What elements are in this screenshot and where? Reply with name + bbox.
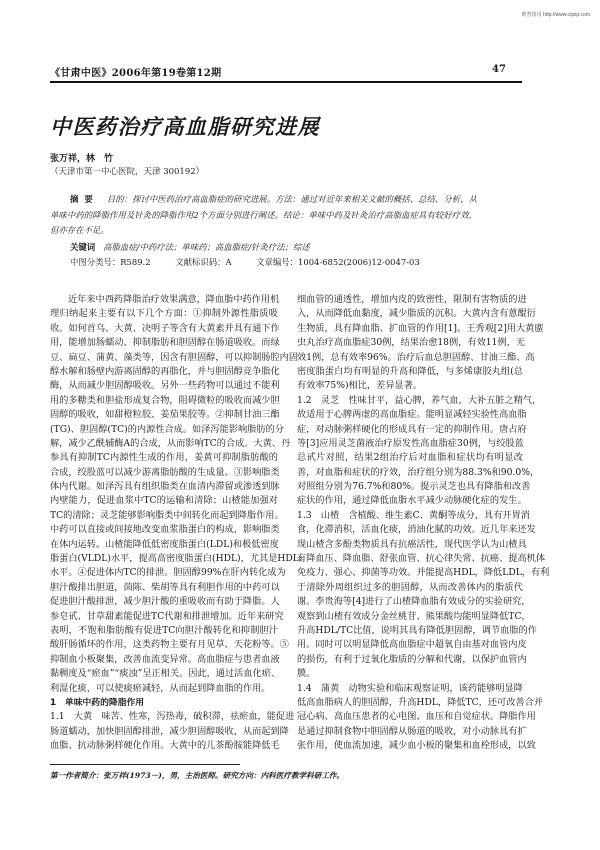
text-line: 1.2 灵芝 性味甘平，益心脾，养气血，大补五脏之精气， bbox=[297, 394, 542, 406]
text-line: 体内代谢。如泽泻具有组织脂类在血清内滞留或渗透到脉 bbox=[50, 481, 280, 493]
text-line: 效1例，总有效率96%。治疗后血总胆固醇、甘油三酯、高 bbox=[297, 351, 535, 363]
text-line: 利湿化痰，可以使痰瘀减轻，从而起到降血脂的作用。 bbox=[50, 682, 271, 694]
text-line: 细血管的通透性，增加内皮的致密性，限制有害物质的进 bbox=[297, 294, 527, 305]
text-line: 豆、扁豆、蒲黄、藻类等，因含有胆固醇，可以抑制肠腔内固 bbox=[50, 351, 299, 363]
text-line: 肠道蠕动，加快胆固醇排泄，减少胆固醇吸收，从而起到降 bbox=[50, 725, 289, 737]
text-line: 低高血脂病人的胆固醇，升高HDL，降低TC，还可改善合并 bbox=[297, 696, 543, 708]
text-line: 现山楂含多酚类物质具有抗癌活性，现代医学认为山楂具 bbox=[297, 538, 527, 550]
text-line: 1.1 大黄 味苦、性寒，泻热毒，破积滞，祛瘀血，能促进 bbox=[50, 711, 295, 723]
section-heading: 1 单味中药的降脂作用 bbox=[50, 697, 145, 708]
text-line: 症，对动脉粥样硬化的形成具有一定的抑制作用。唐占府 bbox=[297, 423, 527, 435]
text-line: 入，从而降低血黏度，减少脂质的沉积。大黄内含有蒽醌衍 bbox=[297, 308, 536, 320]
watermark: 维普资讯 http://www.cqvip.com bbox=[521, 12, 590, 18]
text-line: 故适用于心脾两虚的高血脂症。能明显减轻实验性高血脂 bbox=[297, 409, 527, 421]
text-line: 水平。④促进体内TC的排泄。胆固醇99%在肝内转化成为 bbox=[50, 567, 286, 579]
text-line: 参皂甙、甘草甜素能促进TC代谢和排泄增加。近年来研究 bbox=[50, 610, 284, 622]
text-line: 等[3]应用灵芝菌液治疗原发性高血脂症30例，与绞股蓝 bbox=[297, 437, 524, 449]
text-line: 酶，从而减少胆固醇吸收。另外一些药物可以通过不能利 bbox=[50, 380, 280, 392]
text-line: 症状的作用，通过降低血脂水平减少动脉硬化症的发生。 bbox=[297, 495, 527, 507]
page-number: 47 bbox=[492, 64, 506, 75]
text-line: 抑制血小板聚集，改善血流变异常。高血脂症与患者血液 bbox=[50, 653, 280, 665]
abstract-text: 目的：探讨中医药治疗高血脂症的研究进展。方法：通过对近年来相关文献的概括、总结、分析，从单味中药的降脂作用及针灸的降脂作用2个方面分别进行阐述。结论：单味中药及针灸治疗高脂血症具有较好疗效，但亦存在不足。 bbox=[50, 194, 477, 235]
text-line: 膜。 bbox=[297, 668, 316, 680]
running-header: 《甘肃中医》2006年第19卷第12期 bbox=[50, 68, 222, 79]
text-line: 观察到山楂有效成分金丝桃苷、熊果酸均能明显降低TC， bbox=[297, 610, 531, 622]
text-line: 有效率75%)相比，差异显著。 bbox=[297, 380, 423, 392]
article-number: 文章编号：1004-6852(2006)12-0047-03 bbox=[256, 257, 420, 267]
keywords-text: 高脂血症/中药疗法；单味药；高血脂症/针灸疗法；综述 bbox=[103, 242, 310, 252]
text-line: 中药可以直接或间接地改变血浆脂蛋白的构成，影响脂类 bbox=[50, 524, 280, 536]
text-line: 免疫力、强心、抑菌等功效。并能提高HDL，降低LDL，有利 bbox=[297, 567, 550, 579]
affiliation: （天津市第一中心医院，天津 300192） bbox=[50, 167, 205, 177]
text-line: 虫丸治疗高血脂症30例，结果治愈18例，有效11例，无 bbox=[297, 337, 526, 349]
header-rule bbox=[50, 81, 522, 83]
document-code: 文献标识码：A bbox=[175, 257, 232, 267]
text-line: 于清除外周组织过多的胆固醇，从而改善体内的脂质代 bbox=[297, 581, 523, 593]
text-line: 近年来中西药降脂治疗效果满意，降血脂中药作用机 bbox=[68, 294, 280, 305]
text-line: 总甙片对照，结果2组治疗后对血脂和症状均有明显改 bbox=[297, 452, 523, 464]
text-line: 用，能增加肠蠕动、抑制脂肪和胆固醇在肠道吸收。而绿 bbox=[50, 337, 280, 349]
text-line: 冠心病、高血压患者的心电图、血压和自觉症状。降脂作用 bbox=[297, 711, 536, 723]
text-line: 食，化滞消积，活血化痰，消油化腻的功效。近几年来还发 bbox=[297, 524, 536, 536]
body-right-column bbox=[297, 293, 550, 754]
text-line: 的损伤，有利于过氧化脂质的分解和代谢，以保护血管内 bbox=[297, 653, 527, 665]
text-line: 理归纳起来主要有以下几个方面：①抑制外源性脂质吸 bbox=[50, 308, 278, 320]
article-title: 中医药治疗高血脂研究进展 bbox=[50, 114, 320, 139]
text-line: 胆汁酸排出胆道，茵陈、柴胡等具有利胆作用的中药可以 bbox=[50, 581, 280, 593]
authors: 张万祥，林 竹 bbox=[50, 154, 114, 164]
text-line: 是通过抑制食物中胆固醇从肠道的吸收，对小动脉具有扩 bbox=[297, 725, 527, 737]
abstract bbox=[50, 192, 477, 239]
body-left-column bbox=[50, 293, 303, 754]
text-line: 合成，绞股蓝可以减少游离脂肪酸的生成量。③影响脂类 bbox=[50, 466, 280, 478]
text-line: 醇水解和肠壁内游离固醇的再脂化，并与胆固醇竞争脂化 bbox=[50, 365, 280, 377]
text-line: 表明，不饱和脂肪酸有促进TC向胆汁酸转化和抑制胆汁 bbox=[50, 624, 278, 636]
text-line: 有降血压、降血脂、舒张血管、抗心律失常、抗癌、提高机体 bbox=[297, 553, 546, 565]
text-line: (TG)、胆固醇(TC)的内源性合成。如泽泻能影响脂肪的分 bbox=[50, 423, 284, 435]
text-line: 促进胆汁酸排泄，减少胆汁酸的重吸收而有助于降脂。人 bbox=[50, 596, 280, 608]
text-line: 谢。李贵海等[4]进行了山楂降血脂有效成分的实验研究， bbox=[297, 596, 531, 608]
text-line: 黏稠度及“瘀血”“痰浊”呈正相关。因此，通过活血化瘀、 bbox=[50, 668, 281, 680]
text-line: 酸肝肠循环的作用，这类药物主要有月见草、天花粉等。⑤ bbox=[50, 639, 289, 651]
text-line: 脂蛋白(VLDL)水平，提高高密度脂蛋白(HDL)，尤其是HDL₂ bbox=[50, 553, 303, 565]
keywords-label: 关键词 bbox=[70, 242, 96, 252]
text-line: 内壁能力，促进血浆中TC的运输和清除；山楂能加强对 bbox=[50, 495, 278, 507]
text-line: 善，对血脂和症状的疗效，治疗组分别为88.3%和90.0%， bbox=[297, 466, 540, 478]
author-footnote: 第一作者简介：张万祥(1973－)，男，主治医师。研究方向：内科医疗教学科研工作。 bbox=[50, 771, 345, 780]
text-line: TC的清除；灵芝能够影响脂类中间转化而起到降脂作用。 bbox=[50, 509, 284, 521]
text-line: 生物质，具有降血脂、扩血管的作用[1]。王秀观[2]用大黄䗪 bbox=[297, 322, 544, 334]
text-line: 1.4 蒲黄 动物实验和临床观察证明，该药能够明显降 bbox=[297, 682, 523, 694]
text-line: 对照组分别为76.7%和80%。提示灵芝也具有降脂和改善 bbox=[297, 481, 531, 493]
clc-number: 中图分类号：R589.2 bbox=[70, 257, 151, 267]
text-line: 张作用，使血流加速，减少血小板的聚集和血栓形成，以致 bbox=[297, 740, 536, 752]
text-line: 固醇的吸收，如甜橙粒胶、姜茄果胶等。②抑制甘油三酯 bbox=[50, 409, 280, 421]
text-line: 1.3 山楂 含植酸、维生素C、黄酮等成分，具有开胃消 bbox=[297, 509, 530, 521]
classification bbox=[70, 256, 490, 268]
text-line: 血脂、抗动脉粥样硬化作用。大黄中的儿茶酚胺能降低毛 bbox=[50, 740, 280, 752]
text-line: 升高HDL/TC比值，说明其具有降低胆固醇，调节血脂的作 bbox=[297, 624, 537, 636]
footnote-rule bbox=[50, 764, 240, 765]
text-line: 用的多糖类和胆盐形成复合物，阻碍微粒的吸收而减少胆 bbox=[50, 394, 280, 406]
text-line: 解，减少乙酰辅酶A的合成，从而影响TC的合成。大黄、丹 bbox=[50, 437, 291, 449]
text-line: 密度脂蛋白均有明显的升高和降低，与多烯康胶丸组(总 bbox=[297, 365, 523, 377]
keywords bbox=[70, 241, 310, 253]
text-line: 用。同时可以明显降低高血脂症中超氧自由基对血管内皮 bbox=[297, 639, 527, 651]
text-line: 在体内运转。山楂能降低低密度脂蛋白(LDL)和极低密度 bbox=[50, 538, 279, 550]
text-line: 参具有抑制TC内源性生成的作用，姜黄可抑制脂肪酸的 bbox=[50, 452, 278, 464]
abstract-label: 摘要 bbox=[70, 194, 99, 204]
text-line: 收。如何首乌、大黄、决明子等含有大黄素并具有通下作 bbox=[50, 322, 280, 334]
